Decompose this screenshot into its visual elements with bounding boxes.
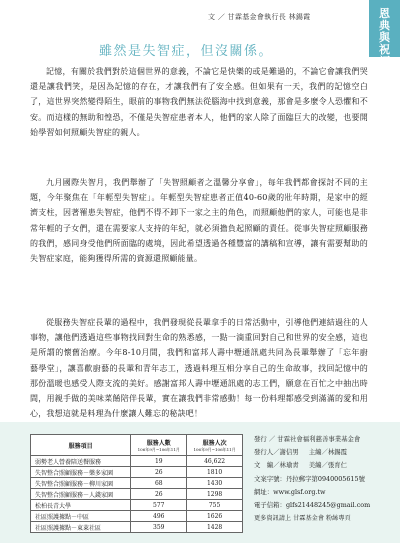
table-row xyxy=(31,489,243,500)
editor-chief: 主編／林錫霞 xyxy=(308,448,348,457)
header-people xyxy=(131,435,187,456)
table-header-row xyxy=(31,435,243,456)
row-visits: 1810 xyxy=(187,467,243,478)
row-item: 社區照護據點－中區 xyxy=(31,511,131,522)
row-item: 松柏長青大學 xyxy=(31,500,131,511)
header-people-period: 106年9月~106年11月 xyxy=(137,447,180,452)
row-visits: 1298 xyxy=(187,489,243,500)
column-tab xyxy=(369,0,400,68)
publisher-editor-line xyxy=(254,446,398,459)
article-paragraph: 記憶，有關於我們對於這個世界的意義，不論它是快樂的或是難過的，不論它會讓我們哭還是讓我們笑，是因為記憶的存在，才讓我們有了安全感。但如果有一天，我們的記憶空白了，這世界突然變得陌生，眼前的事物我們無法從腦海中找到意義，那會是多麼令人恐懼和不安。而這樣的無助和惶恐，不僅是失智症患者本人，他們的家人除了面臨巨大的改變，也要開始學習如何照顧失智症的親人。 xyxy=(30,67,368,137)
header-item: 服務項目 xyxy=(31,435,131,456)
header-people-label: 服務人數 xyxy=(146,440,171,447)
website: 網址：www.glsf.org.tw xyxy=(254,487,326,496)
row-item: 失智整合照顧服務－人錢家園 xyxy=(31,489,131,500)
row-visits: 755 xyxy=(187,500,243,511)
row-item: 社區照護據點－東萊社區 xyxy=(31,522,131,533)
art-editor: 美編／張育仁 xyxy=(308,461,348,470)
column-tab-char: 福 xyxy=(379,55,390,68)
row-item: 失智整合照顧服務－樂多家園 xyxy=(31,467,131,478)
header-visits xyxy=(187,435,243,456)
header-visits-label: 服務人次 xyxy=(202,440,227,447)
article-title: 雖然是失智症，但沒關係。 xyxy=(98,44,273,59)
byline: 文 ／ 甘霖基金會執行長 林錫霞 xyxy=(208,13,311,21)
row-item: 失智整合照顧服務－柳川家園 xyxy=(31,478,131,489)
publisher-info xyxy=(254,433,398,525)
email: 電子信箱：glfs21448245@gmail.com xyxy=(254,501,371,510)
fanpage-note: 更多資訊請上 甘霖基金會 粉絲專頁 xyxy=(254,515,351,523)
row-people: 68 xyxy=(131,478,187,489)
row-people: 26 xyxy=(131,489,187,500)
row-visits: 1430 xyxy=(187,478,243,489)
row-people: 577 xyxy=(131,500,187,511)
column-tab-char: 恩 xyxy=(379,7,390,20)
text-editor: 文 編／林瑜靑 xyxy=(254,461,299,470)
table-row xyxy=(31,467,243,478)
column-tab-char: 祝 xyxy=(379,43,390,56)
table-row xyxy=(31,511,243,522)
row-visits: 46,622 xyxy=(187,456,243,467)
row-visits: 1626 xyxy=(187,511,243,522)
article-paragraph: 從服務失智症長輩的過程中，我們發現從長輩拿手的日常活動中，引導他們連結過往的人事物，讓他們透過這些事物找回對生命的熟悉感，一點一滴重回對自己和世界的安全感，這也是所謂的懷舊治療。今年8-10月間，我們和富邦人壽中壢通訊處共同為長輩舉辦了「忘年廚藝學堂」，讓喜歡廚藝的長輩和青年志工，透過料理互相分享自己的生命故事，找回記憶中的那份溫暖也感受人際支流的美好。感謝富邦人壽中壢通訊處的志工們，願意在百忙之中抽出時間，用親手做的美味菜餚陪伴長輩，實在讓我們非常感動！每一份料理都感受到滿滿的愛和用心，我想這就是料理為什麼讓人難忘的秘訣吧！ xyxy=(30,318,368,419)
issuer: 發行 ／ 甘霖社會福利慈善事業基金會 xyxy=(254,435,361,443)
publisher-person: 發行人／謝信男 xyxy=(254,448,299,457)
editors-line xyxy=(254,459,398,472)
row-item: 弱勢老人營養陪送餐服務 xyxy=(31,456,131,467)
header-visits-period: 106年9月~106年11月 xyxy=(193,447,236,452)
column-tab-char: 典 xyxy=(379,19,390,32)
table-row xyxy=(31,478,243,489)
row-people: 19 xyxy=(131,456,187,467)
row-visits: 1428 xyxy=(187,522,243,533)
row-people: 496 xyxy=(131,511,187,522)
row-people: 26 xyxy=(131,467,187,478)
article-paragraph: 九月國際失智月，我們舉辦了「失智照顧者之溫馨分享會」，每年我們都會探討不同的主題，今年聚焦在「年輕型失智症」。年輕型失智症患者正值40-60歲的壯年時期，是家中的經濟支柱，因著罹患失智症，他們不得不卸下一家之主的角色，而照顧他們的家人，可能也是非常年輕的子女們，還在需要家人支持的年紀，就必須擔負起照顧的責任。從事失智症照顧服務的我們，感同身受他們所面臨的處境，因此希望透過各種豐富的講稿和宣導，讓有需要幫助的失智症家庭，能夠獲得所需的資源還照顧能量。 xyxy=(30,178,368,264)
table-row xyxy=(31,500,243,511)
table-row xyxy=(31,456,243,467)
table-row xyxy=(31,522,243,533)
service-stats-table xyxy=(30,434,243,533)
row-people: 359 xyxy=(131,522,187,533)
column-tab-char: 與 xyxy=(379,31,390,44)
postal-permit: 文案字號：丹拉郵字第0940005615號 xyxy=(254,474,365,483)
